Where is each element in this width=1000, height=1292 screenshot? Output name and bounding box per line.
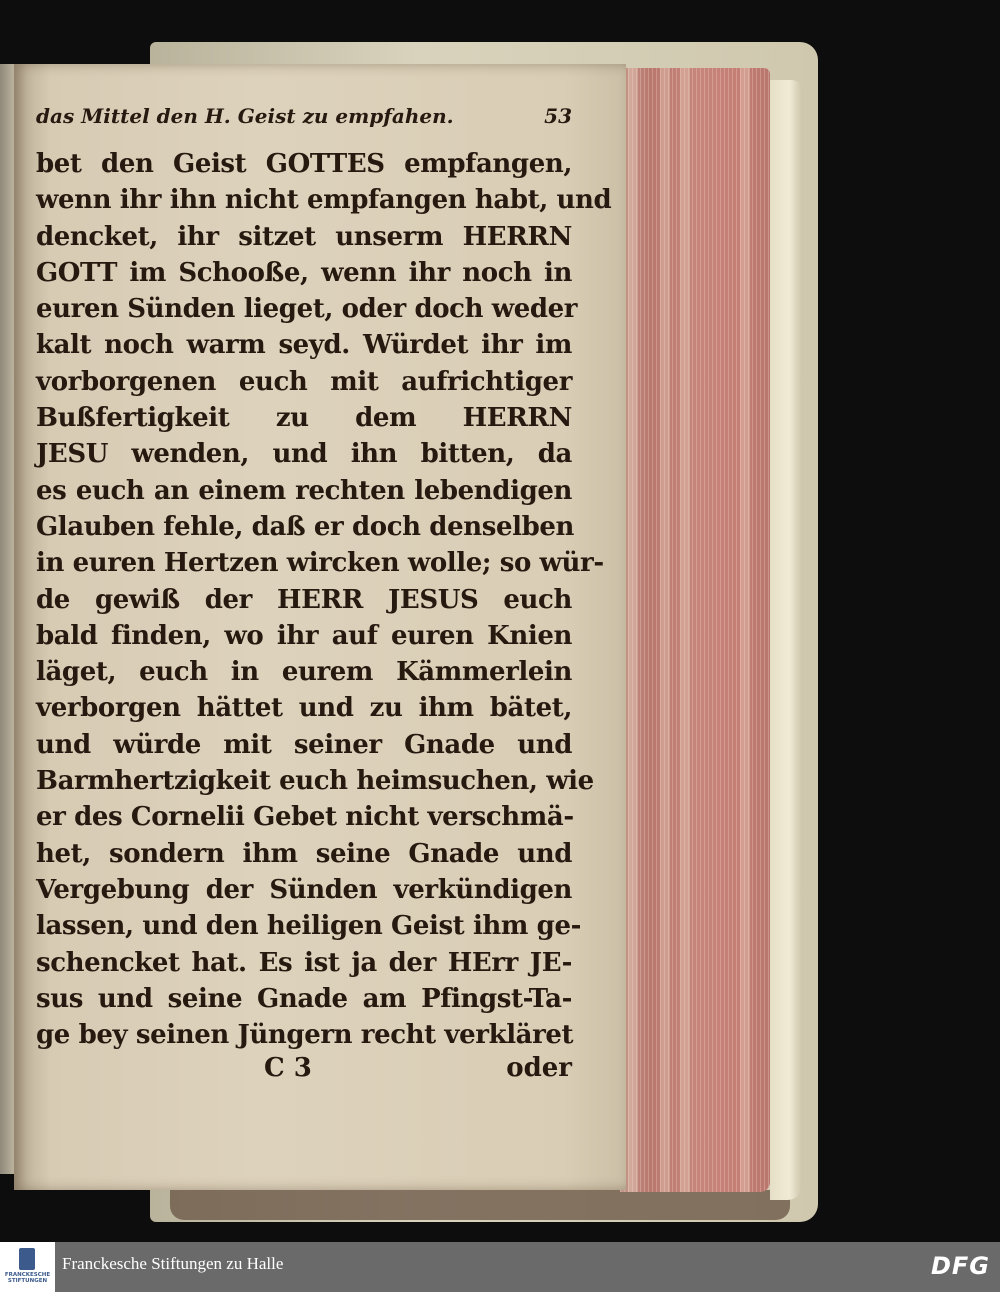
text-line: de gewiß der HERR JESUS euch (36, 584, 572, 615)
text-line: lassen, und den heiligen Geist ihm ge- (36, 911, 581, 942)
text-line: Glauben fehle, daß er doch denselben (36, 511, 574, 542)
text-line: euren Sünden lieget, oder doch weder (36, 294, 578, 325)
text-line: Barmhertzigkeit euch heimsuchen, wie (36, 766, 594, 797)
page-text (36, 104, 612, 1089)
book-cover-edge (170, 1190, 790, 1220)
institution-logo[interactable] (0, 1242, 55, 1292)
text-lines (36, 146, 612, 1053)
page-number: 53 (544, 104, 572, 128)
signature-mark: C 3 (264, 1053, 312, 1084)
text-line: Bußfertigkeit zu dem HERRN (36, 403, 572, 434)
text-line: und würde mit seiner Gnade und (36, 729, 572, 760)
text-line: er des Cornelii Gebet nicht verschmä- (36, 802, 574, 833)
running-head: das Mittel den H. Geist zu empfahen. (36, 104, 454, 128)
vellum-binding (770, 80, 802, 1200)
footer-bar (0, 1242, 1000, 1292)
text-line: het, sondern ihm seine Gnade und (36, 838, 572, 869)
text-line: vorborgenen euch mit aufrichtiger (36, 366, 572, 397)
page-header (36, 104, 572, 146)
text-line: wenn ihr ihn nicht empfangen habt, und (36, 185, 612, 216)
text-line: GOTT im Schooße, wenn ihr noch in (36, 257, 572, 288)
text-line: ge bey seinen Jüngern recht verkläret (36, 1020, 574, 1051)
text-line: Vergebung der Sünden verkündigen (36, 874, 572, 905)
text-line: verborgen hättet und zu ihm bätet, (36, 693, 572, 724)
dfg-logo[interactable]: DFG (930, 1252, 990, 1280)
text-line: läget, euch in eurem Kämmerlein (36, 657, 572, 688)
text-line: bet den Geist GOTTES empfangen, (36, 149, 572, 179)
catchword: oder (506, 1053, 572, 1084)
text-line: bald finden, wo ihr auf euren Knien (36, 620, 572, 651)
text-line: sus und seine Gnade am Pfingst-Ta- (36, 983, 572, 1014)
text-line: dencket, ihr sitzet unserm HERRN (36, 221, 572, 252)
text-line: schencket hat. Es ist ja der HErr JE- (36, 947, 572, 978)
fore-edge (620, 68, 770, 1192)
institution-name[interactable]: Franckesche Stiftungen zu Halle (62, 1254, 284, 1273)
text-line: es euch an einem rechten lebendigen (36, 475, 572, 506)
page-footer (36, 1053, 572, 1089)
text-line: JESU wenden, und ihn bitten, da (36, 439, 572, 470)
logo-caption: FRANCKESCHE STIFTUNGEN (4, 1272, 51, 1284)
text-line: in euren Hertzen wircken wolle; so wür- (36, 548, 604, 579)
logo-figure-icon (19, 1248, 35, 1270)
text-line: kalt noch warm seyd. Würdet ihr im (36, 330, 572, 361)
